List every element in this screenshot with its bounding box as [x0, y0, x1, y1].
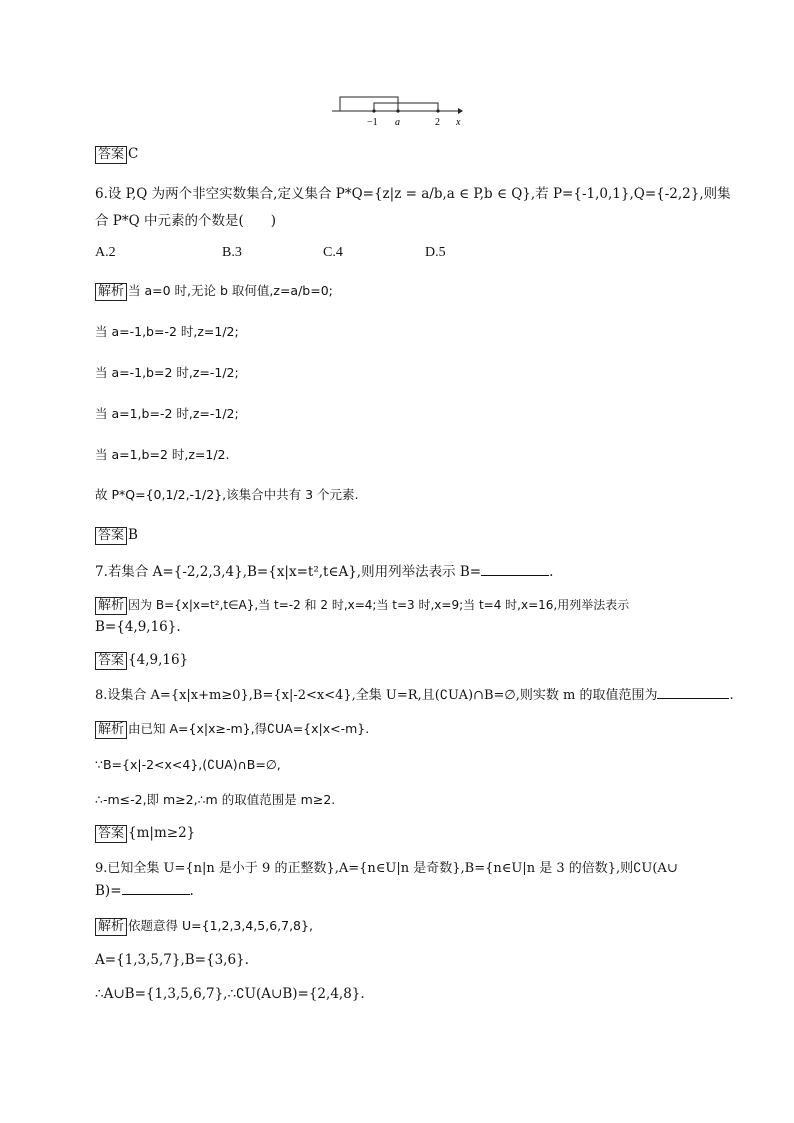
tick-label-two: 2 — [435, 117, 440, 128]
q7-question — [95, 562, 553, 582]
q8-analysis-line: ∴-m≤-2,即 m≥2,∴m 的取值范围是 m≥2. — [95, 792, 336, 807]
number-line-diagram — [330, 92, 470, 128]
q9-question-line-1: 9.已知全集 U={n|n 是小于 9 的正整数},A={n∈U|n 是奇数},B={n∈U|n 是 3 的倍数},则∁U(A∪ — [95, 861, 678, 876]
tick-label-a: a — [395, 117, 400, 128]
q8-analysis-row-1 — [95, 719, 369, 739]
q9-analysis-line: A={1,3,5,7},B={3,6}. — [95, 952, 249, 968]
q8-question — [95, 686, 734, 706]
set-b-bracket — [340, 97, 398, 111]
q6-option-a: A.2 — [95, 245, 116, 260]
q7-analysis-line: B={4,9,16}. — [95, 619, 181, 635]
q9-question-end: . — [189, 883, 194, 899]
q8-answer-row — [95, 823, 195, 843]
point-minus-one — [372, 109, 375, 112]
q5-answer: C — [128, 146, 139, 162]
q6-option-c: C.4 — [323, 245, 343, 260]
q6-analysis-line: 当 a=1,b=-2 时,z=-1/2; — [95, 406, 239, 421]
q8-answer-blank — [657, 686, 729, 699]
q7-question-text: 7.若集合 A={-2,2,3,4},B={x|x=t²,t∈A},则用列举法表示 B= — [95, 564, 482, 580]
q7-answer-blank — [481, 563, 549, 576]
q6-analysis-line: 当 a=-1,b=2 时,z=-1/2; — [95, 365, 239, 380]
q6-analysis-line: 当 a=0 时,无论 b 取何值,z=a/b=0; — [128, 283, 333, 298]
set-a-bracket — [374, 103, 438, 111]
q6-analysis-line: 当 a=-1,b=-2 时,z=1/2; — [95, 324, 239, 339]
q8-analysis-line: 由已知 A={x|x≥-m},得∁UA={x|x<-m}. — [128, 721, 370, 736]
q6-question-line-1: 6.设 P,Q 为两个非空实数集合,定义集合 P*Q={z|z = a/b,a ∈ P,b ∈ Q},若 P={-1,0,1},Q={-2,2},则集 — [95, 186, 731, 202]
point-a — [396, 109, 399, 112]
analysis-tag: 解析 — [95, 283, 127, 301]
answer-tag: 答案 — [95, 527, 127, 545]
q9-question-text: B)= — [95, 883, 122, 899]
axis-arrow — [458, 108, 463, 114]
q9-analysis-row-1 — [95, 916, 313, 936]
q6-option-b: B.3 — [222, 245, 242, 260]
q6-question-line-2: 合 P*Q 中元素的个数是( ) — [95, 213, 277, 229]
q6-analysis-row-1 — [95, 281, 333, 301]
tick-label-minus-one: −1 — [367, 117, 378, 128]
q9-answer-blank — [122, 882, 190, 895]
q8-question-text: 8.设集合 A={x|x+m≥0},B={x|-2<x<4},全集 U=R,且(∁UA)∩B=∅,则实数 m 的取值范围为 — [95, 688, 658, 703]
q8-analysis-line: ∵B={x|-2<x<4},(∁UA)∩B=∅, — [95, 757, 281, 772]
q6-answer-row — [95, 525, 138, 545]
q6-answer: B — [128, 527, 138, 543]
point-two — [436, 109, 439, 112]
answer-tag: 答案 — [95, 652, 127, 670]
q7-question-end: . — [549, 564, 554, 580]
q7-analysis-line: 因为 B={x|x=t²,t∈A},当 t=-2 和 2 时,x=4;当 t=3 时,x=9;当 t=4 时,x=16,用列举法表示 — [128, 598, 630, 612]
q6-analysis-conclusion: 故 P*Q={0,1/2,-1/2},该集合中共有 3 个元素. — [95, 487, 359, 502]
analysis-tag: 解析 — [95, 918, 127, 936]
q5-answer-row — [95, 144, 138, 164]
answer-tag: 答案 — [95, 146, 127, 164]
q9-analysis-line: ∴A∪B={1,3,5,6,7},∴∁U(A∪B)={2,4,8}. — [95, 986, 365, 1002]
q8-question-end: . — [729, 688, 734, 703]
q9-question-line-2 — [95, 881, 194, 901]
q7-answer: {4,9,16} — [128, 652, 189, 668]
q6-analysis-line: 当 a=1,b=2 时,z=1/2. — [95, 447, 230, 462]
q6-option-d: D.5 — [425, 245, 446, 260]
q8-answer: {m|m≥2} — [128, 825, 196, 841]
q7-answer-row — [95, 650, 188, 670]
analysis-tag: 解析 — [95, 721, 127, 739]
axis-label-x: x — [456, 117, 461, 128]
answer-tag: 答案 — [95, 825, 127, 843]
analysis-tag: 解析 — [95, 597, 127, 615]
q7-analysis-row-1 — [95, 595, 629, 615]
q9-analysis-line: 依题意得 U={1,2,3,4,5,6,7,8}, — [128, 918, 313, 933]
